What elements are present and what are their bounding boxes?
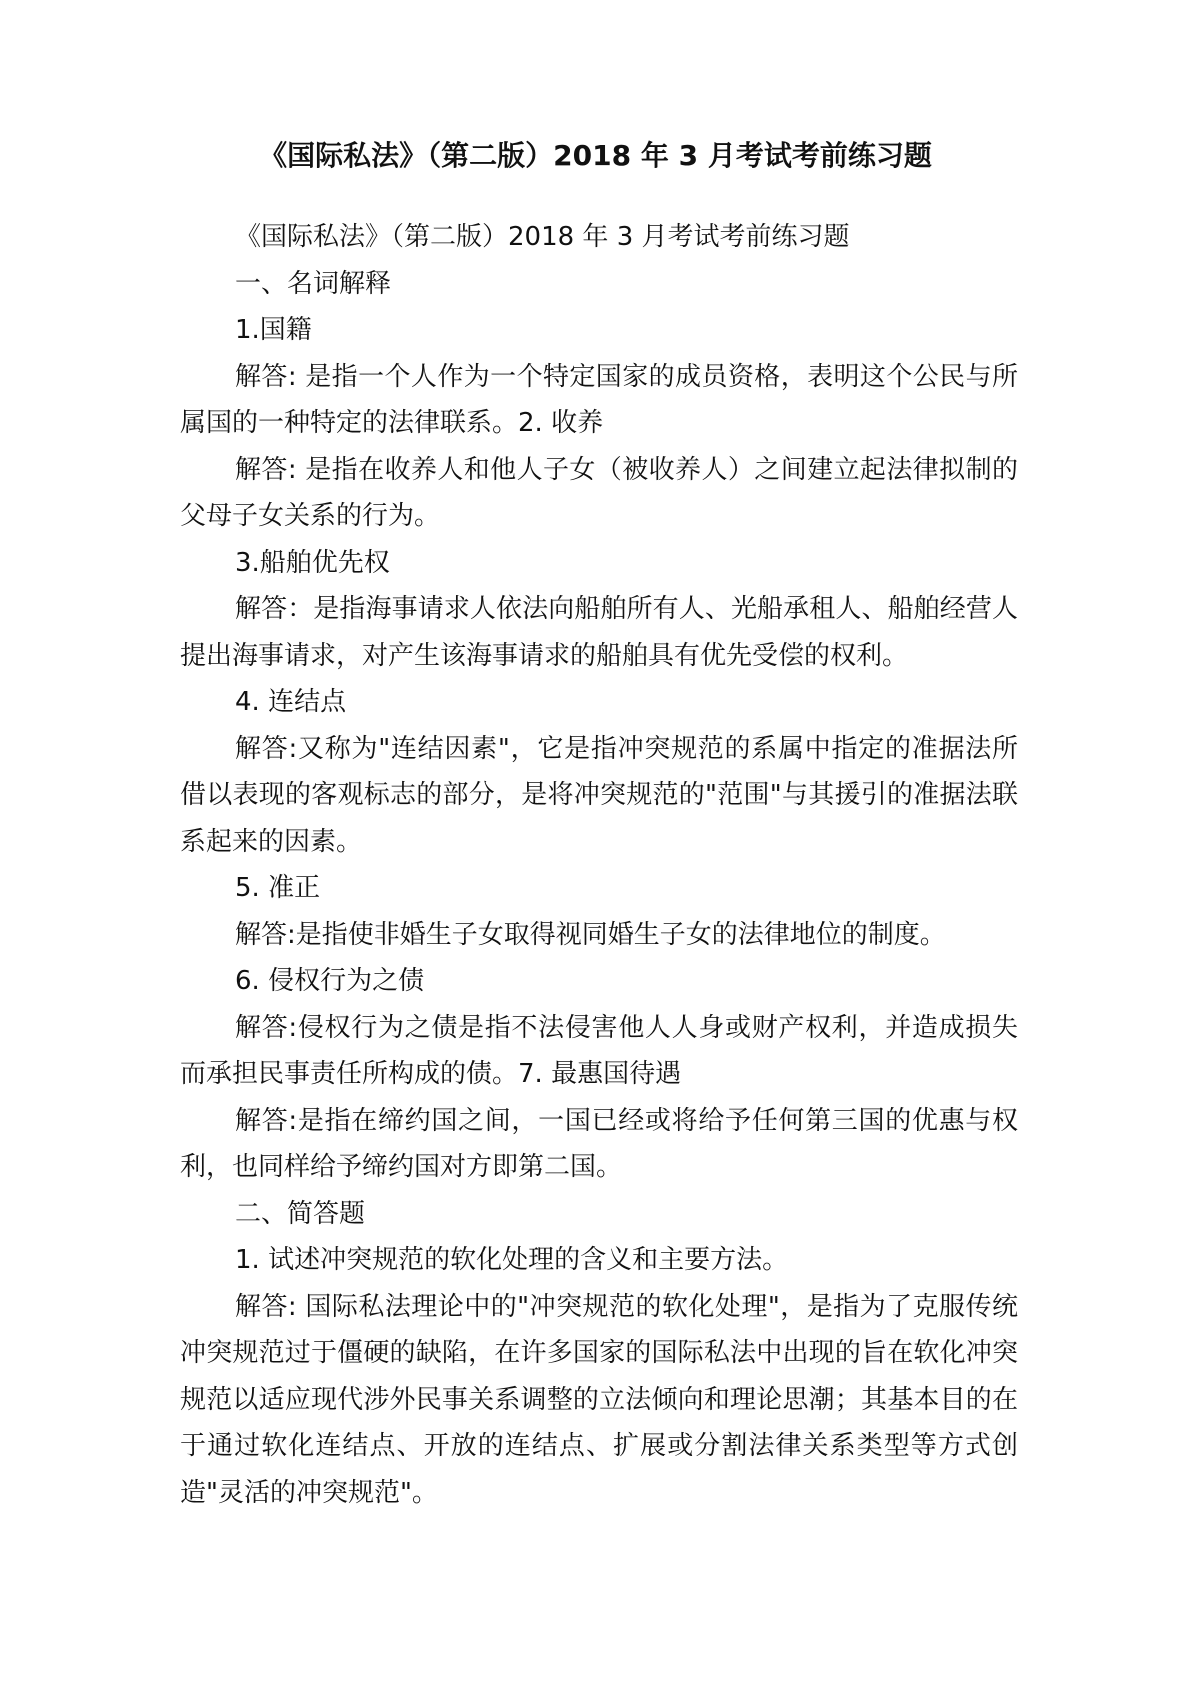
answer-maritime-lien: 解答：是指海事请求人依法向船舶所有人、光船承租人、船舶经营人提出海事请求，对产生该海事请求的船舶具有优先受偿的权利。: [180, 594, 1018, 671]
answer-connecting-point: 解答:又称为"连结因素"，它是指冲突规范的系属中指定的准据法所借以表现的客观标志的部分，是将冲突规范的"范围"与其援引的准据法联系起来的因素。: [180, 733, 1018, 857]
section-heading-definitions: 一、名词解释: [235, 268, 392, 299]
paragraph-heading: 《国际私法》（第二版）2018 年 3 月考试考前练习题: [235, 222, 850, 252]
term-legitimation: 5. 准正: [235, 873, 321, 903]
answer-legitimation: 解答:是指使非婚生子女取得视同婚生子女的法律地位的制度。: [235, 919, 946, 950]
answer-tort-obligation: 解答:侵权行为之债是指不法侵害他人人身或财产权利，并造成损失而承担民事责任所构成的债。7. 最惠国待遇: [180, 1012, 1018, 1089]
term-connecting-point: 4. 连结点: [235, 687, 347, 717]
term-nationality: 1.国籍: [235, 315, 312, 345]
answer-softening-conflict-rules: 解答: 国际私法理论中的"冲突规范的软化处理"，是指为了克服传统冲突规范过于僵硬的缺陷，在许多国家的国际私法中出现的旨在软化冲突规范以适应现代涉外民事关系调整的立法倾向和理论思潮；其基本目的在于通过软化连结点、开放的连结点、扩展或分割法律关系类型等方式创造"灵活的冲突规范"。: [180, 1291, 1018, 1508]
answer-most-favored-nation: 解答:是指在缔约国之间，一国已经或将给予任何第三国的优惠与权利，也同样给予缔约国对方即第二国。: [180, 1105, 1018, 1182]
answer-adoption: 解答: 是指在收养人和他人子女（被收养人）之间建立起法律拟制的父母子女关系的行为。: [180, 454, 1018, 531]
question-softening-conflict-rules: 1. 试述冲突规范的软化处理的含义和主要方法。: [235, 1245, 789, 1275]
document-body: [180, 214, 1018, 1516]
document-title: 《国际私法》（第二版）2018 年 3 月考试考前练习题: [259, 139, 932, 172]
term-tort-obligation: 6. 侵权行为之债: [235, 966, 425, 996]
term-maritime-lien: 3.船舶优先权: [235, 547, 390, 578]
section-heading-short-answer: 二、简答题: [235, 1198, 366, 1229]
answer-nationality: 解答: 是指一个人作为一个特定国家的成员资格，表明这个公民与所属国的一种特定的法律联系。2. 收养: [180, 361, 1018, 438]
